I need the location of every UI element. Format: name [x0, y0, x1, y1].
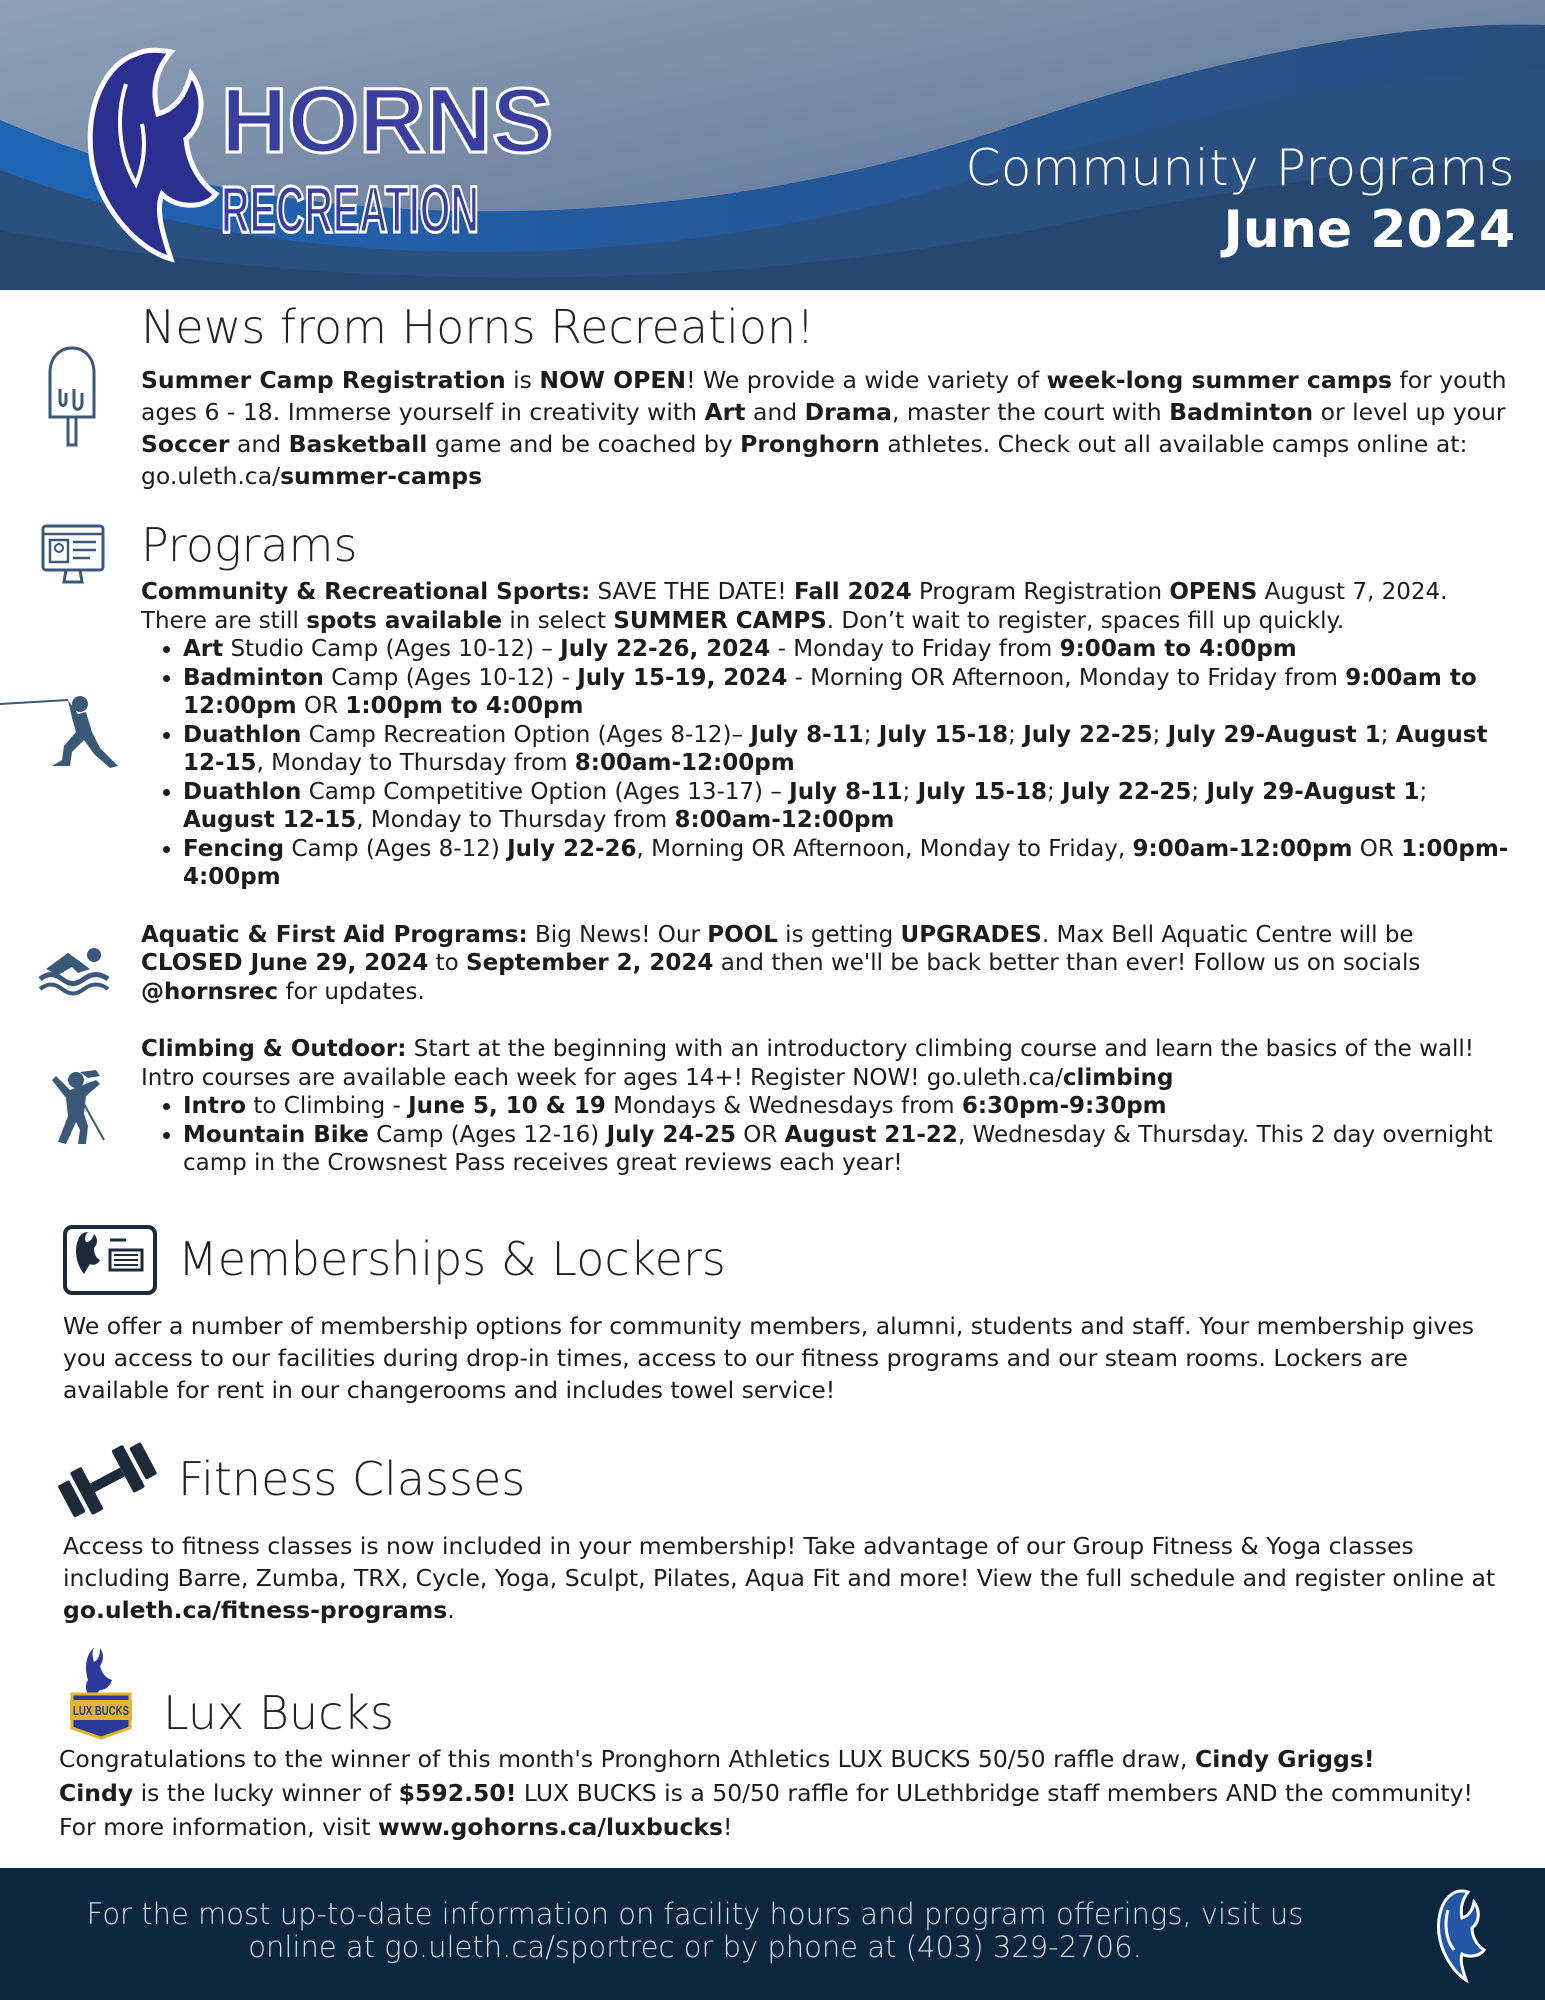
- fencer-icon: [0, 690, 125, 770]
- bold-text: Basketball: [288, 430, 428, 458]
- bold-text: 9:00am-12:00pm: [1132, 835, 1353, 862]
- text: to: [428, 950, 467, 976]
- text: OR: [296, 693, 346, 719]
- bold-text: 8:00am-12:00pm: [574, 750, 795, 776]
- fitness-body: [63, 1530, 1503, 1626]
- text: game and be coached by: [427, 430, 741, 458]
- footer-line-1: For the most up-to-date information on facility hours and program offerings, visit us: [86, 1897, 1304, 1931]
- paragraph-line: [59, 1742, 1519, 1776]
- text: ! We provide a wide variety of: [686, 366, 1047, 394]
- climbing-outdoor-intro: [141, 1035, 1513, 1092]
- bold-text: summer-camps: [280, 462, 483, 490]
- paragraph-line: [63, 1530, 1503, 1626]
- text: ;: [1152, 721, 1168, 748]
- footer-pronghorn-logo: [1422, 1888, 1500, 1984]
- dumbbell-icon: [56, 1444, 158, 1514]
- bold-text: July 15-19, 2024: [577, 664, 788, 691]
- bold-text: Soccer: [141, 430, 230, 458]
- community-sports-intro: [141, 578, 1513, 635]
- paragraph-line: [63, 1310, 1503, 1406]
- text: in select: [502, 607, 614, 634]
- bold-text: July 29-August 1: [1167, 721, 1381, 748]
- fitness-title: Fitness Classes: [178, 1452, 526, 1506]
- bold-text: Mountain Bike: [183, 1121, 369, 1148]
- text: , master the court with: [891, 398, 1170, 426]
- program-screen-icon: [40, 520, 106, 590]
- text: !: [723, 1813, 733, 1841]
- text: Access to fitness classes is now included in your membership! Take advantage of our Group Fitness & Yoga classes including Barre, Zumba, TRX, Cycle, Yoga, Sculpt, Pilates, Aqua Fit and more! View the full schedule and register online at: [63, 1532, 1496, 1592]
- popsicle-icon: [44, 345, 100, 450]
- bold-text: Duathlon: [183, 721, 302, 748]
- list-item: [183, 778, 1513, 835]
- bold-text: go.uleth.ca/fitness-programs: [63, 1596, 448, 1624]
- bold-text: UPGRADES: [900, 921, 1042, 948]
- bold-text: July 29-August 1: [1206, 778, 1420, 805]
- text: Studio Camp (Ages 10-12) –: [223, 636, 561, 662]
- news-title: News from Horns Recreation!: [141, 300, 815, 354]
- text: and then we'll be back better than ever! Follow us on socials: [713, 950, 1421, 976]
- bold-text: Badminton: [183, 664, 324, 691]
- text: is the lucky winner of: [133, 1779, 399, 1807]
- bold-text: Summer Camp Registration: [141, 366, 506, 394]
- bold-text: www.gohorns.ca/luxbucks: [378, 1813, 724, 1841]
- luxbucks-title: Lux Bucks: [163, 1686, 394, 1740]
- bold-text: Aquatic & First Aid Programs:: [141, 921, 528, 948]
- bold-text: 1:00pm-4:00pm: [183, 835, 1509, 890]
- bold-text: July 8-11: [789, 778, 903, 805]
- text: for youth ages 6 - 18. Immerse yourself in creativity with: [141, 366, 1507, 426]
- bold-text: July 22-26, 2024: [560, 636, 771, 662]
- bold-text: July 24-25: [606, 1121, 736, 1148]
- text: Camp (Ages 10-12) -: [323, 664, 578, 691]
- bold-text: @hornsrec: [141, 978, 279, 1005]
- text: , Wednesday & Thursday. This 2 day overnight camp in the Crowsnest Pass receives great reviews each year!: [183, 1121, 1493, 1176]
- text: - Morning OR Afternoon, Monday to Friday from: [787, 664, 1346, 691]
- paragraph-line: [141, 607, 1513, 636]
- lux-bucks-logo-text: LUX BUCKS: [73, 1703, 130, 1718]
- paragraph-line: [141, 1035, 1513, 1092]
- bold-text: Drama: [804, 398, 892, 426]
- bold-text: September 2, 2024: [466, 950, 714, 976]
- luxbucks-body: [59, 1742, 1519, 1844]
- header-title: June 2024: [1223, 200, 1515, 260]
- bold-text: June 5, 10 & 19: [408, 1093, 606, 1119]
- text: OR: [1352, 835, 1402, 862]
- text: ;: [1008, 721, 1024, 748]
- text: OR: [735, 1121, 785, 1148]
- text: .: [447, 1596, 455, 1624]
- text: and: [229, 430, 289, 458]
- bold-text: Intro: [183, 1093, 247, 1119]
- bold-text: August 12-15: [183, 807, 357, 833]
- text: Start at the beginning with an introductory climbing course and learn the basics of the wall! Intro courses are available each week for ages 14+! Register NOW! go.uleth.ca/: [141, 1036, 1475, 1091]
- news-body: [141, 364, 1511, 492]
- text: is: [505, 366, 540, 394]
- bold-text: 9:00am to 4:00pm: [1059, 636, 1297, 662]
- bold-text: Fencing: [183, 835, 285, 862]
- text: Congratulations to the winner of this month's Pronghorn Athletics LUX BUCKS 50/50 raffle draw,: [59, 1745, 1195, 1773]
- text: and: [745, 398, 805, 426]
- bold-text: week-long summer camps: [1046, 366, 1393, 394]
- bold-text: OPENS: [1169, 579, 1258, 605]
- list-item: [183, 1092, 1513, 1121]
- text: SAVE THE DATE!: [590, 579, 794, 605]
- text: For more information, visit: [59, 1813, 378, 1841]
- list-item: [183, 835, 1513, 892]
- programs-title: Programs: [141, 518, 358, 572]
- list-item: [183, 664, 1513, 721]
- text: ;: [863, 721, 879, 748]
- footer-bar: [0, 1868, 1545, 2000]
- bold-text: POOL: [707, 921, 778, 948]
- bold-text: August 12-15: [183, 721, 1488, 776]
- bold-text: climbing: [1062, 1064, 1174, 1091]
- bold-text: Art: [183, 636, 224, 662]
- text: Mondays & Wednesdays from: [605, 1093, 962, 1119]
- header-title-block: [965, 138, 1515, 262]
- text: ;: [1046, 778, 1063, 805]
- text: - Monday to Friday from: [770, 636, 1060, 662]
- paragraph-line: [141, 364, 1511, 492]
- bold-text: spots available: [306, 607, 503, 634]
- text: ;: [902, 778, 918, 805]
- text: for updates.: [278, 978, 425, 1005]
- text: LUX BUCKS is a 50/50 raffle for ULethbridge staff members AND the community!: [516, 1779, 1473, 1807]
- bold-text: SUMMER CAMPS: [613, 607, 827, 634]
- climbing-list: [141, 1092, 1513, 1178]
- text: We offer a number of membership options for community members, alumni, students and staff. Your membership gives you access to our facilities during drop-in times, access to our fitness programs and our steam rooms. Lockers are available for rent in our changerooms and includes towel service!: [63, 1312, 1475, 1404]
- bold-text: Badminton: [1169, 398, 1314, 426]
- text: , Monday to Thursday from: [256, 750, 575, 776]
- membership-card-icon: [62, 1224, 158, 1296]
- bold-text: July 22-25: [1062, 778, 1192, 805]
- text: athletes. Check out all available camps online at: go.uleth.ca/: [141, 430, 1468, 490]
- text: ;: [1191, 778, 1207, 805]
- logo-horns-text: HORNS: [221, 70, 554, 172]
- memberships-title-wrap: [178, 1232, 726, 1286]
- bold-text: 1:00pm to 4:00pm: [345, 693, 584, 719]
- programs-section: [141, 518, 1513, 1178]
- lux-bucks-logo-icon: [64, 1644, 138, 1740]
- text: Camp Competitive Option (Ages 13-17) –: [301, 778, 790, 805]
- bold-text: Fall 2024: [793, 579, 912, 605]
- fitness-title-wrap: [178, 1452, 525, 1506]
- bold-text: July 22-26: [507, 835, 637, 862]
- memberships-body: [63, 1310, 1503, 1406]
- text: Program Registration: [911, 579, 1170, 605]
- luxbucks-title-wrap: [163, 1686, 394, 1740]
- paragraph-line: [141, 921, 1513, 1007]
- text: Big News! Our: [527, 921, 708, 948]
- bold-text: August 21-22: [784, 1121, 958, 1148]
- bold-text: Cindy: [59, 1779, 134, 1807]
- text: August 7, 2024.: [1257, 579, 1448, 605]
- text: ;: [1419, 778, 1428, 805]
- bold-text: July 8-11: [750, 721, 864, 748]
- text: or level up your: [1313, 398, 1506, 426]
- bold-text: July 15-18: [878, 721, 1009, 748]
- climber-icon: [50, 1070, 108, 1146]
- swimmer-icon: [38, 945, 110, 991]
- bold-text: Art: [704, 398, 746, 426]
- bold-text: 9:00am to 12:00pm: [183, 664, 1477, 719]
- memberships-title: Memberships & Lockers: [178, 1232, 726, 1286]
- text: Camp (Ages 8-12): [284, 835, 508, 862]
- text: , Monday to Thursday from: [356, 807, 675, 833]
- paragraph-line: [59, 1776, 1519, 1810]
- bold-text: $592.50!: [398, 1779, 517, 1807]
- bold-text: Climbing & Outdoor:: [141, 1036, 407, 1062]
- bold-text: 8:00am-12:00pm: [674, 807, 895, 833]
- text: is getting: [777, 921, 901, 948]
- bold-text: Cindy Griggs!: [1194, 1745, 1375, 1773]
- footer-text: [0, 1898, 1390, 1964]
- community-camps-list: [141, 635, 1513, 892]
- bold-text: CLOSED June 29, 2024: [141, 950, 429, 976]
- header-subtitle: Community Programs: [965, 139, 1515, 197]
- news-section: [141, 300, 1511, 492]
- text: to Climbing -: [246, 1093, 409, 1119]
- text: . Don’t wait to register, spaces fill up quickly.: [826, 607, 1345, 634]
- text: , Morning OR Afternoon, Monday to Friday,: [636, 835, 1133, 862]
- bold-text: NOW OPEN: [539, 366, 687, 394]
- list-item: [183, 721, 1513, 778]
- text: Camp (Ages 12-16): [368, 1121, 607, 1148]
- bold-text: Pronghorn: [740, 430, 880, 458]
- list-item: [183, 1121, 1513, 1178]
- bold-text: Duathlon: [183, 778, 302, 805]
- logo-recreation-text: RECREATION: [221, 172, 479, 246]
- paragraph-line: [59, 1810, 1519, 1844]
- text: There are still: [141, 607, 307, 634]
- bold-text: Community & Recreational Sports:: [141, 579, 591, 605]
- bold-text: July 22-25: [1023, 721, 1153, 748]
- header-banner: [0, 0, 1545, 290]
- aquatic-programs-text: [141, 921, 1513, 1007]
- horns-recreation-logo: [66, 44, 554, 269]
- text: Camp Recreation Option (Ages 8-12)–: [301, 721, 751, 748]
- paragraph-line: [141, 578, 1513, 607]
- bold-text: 6:30pm-9:30pm: [961, 1093, 1167, 1119]
- text: . Max Bell Aquatic Centre will be: [1041, 921, 1414, 948]
- text: ;: [1380, 721, 1396, 748]
- list-item: [183, 635, 1513, 664]
- bold-text: July 15-18: [917, 778, 1047, 805]
- footer-line-2: online at go.uleth.ca/sportrec or by phone at (403) 329-2706.: [248, 1930, 1142, 1964]
